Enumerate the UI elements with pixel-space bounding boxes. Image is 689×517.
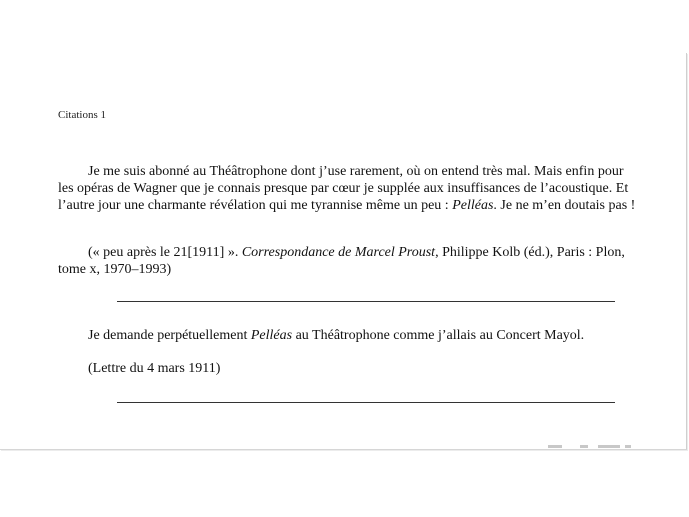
source-1-work: Correspondance de Marcel Proust <box>241 245 436 260</box>
source-1-prefix: (« peu après le 21[1911] ». <box>88 245 242 260</box>
quote-1-text: Je me suis abonné au Théâtrophone dont j’use rarement, où on entend très mal. Mais enfin pour les opéras de Wagner que je connais presque par cœur je supplée aux insuffisances de l’acoustique. Et l’autre jour une charmante révélation qui me tyrannise même un peu : <box>58 164 629 213</box>
quote-1-tail: . Je ne m’en doutais pas ! <box>493 198 636 213</box>
quote-paragraph-1 <box>58 163 638 214</box>
source-paragraph-1 <box>58 244 638 278</box>
source-1-rest: , Philippe Kolb (éd.), Paris : Plon, tome x, 1970–1993) <box>58 245 625 277</box>
scan-artifact-1 <box>548 445 562 448</box>
source-paragraph-2 <box>88 360 648 377</box>
separator-rule-2 <box>117 402 615 403</box>
quote-2-prefix: Je demande perpétuellement <box>88 328 251 343</box>
document-page <box>0 53 687 450</box>
quote-2-title: Pelléas <box>250 328 293 343</box>
page-header: Citations 1 <box>58 109 106 121</box>
quote-2-rest: au Théâtrophone comme j’allais au Concert Mayol. <box>292 328 585 343</box>
quote-paragraph-2 <box>88 327 648 344</box>
scan-artifact-2 <box>580 445 588 448</box>
scan-artifact-4 <box>625 445 631 448</box>
quote-1-title: Pelléas <box>452 198 494 213</box>
source-2-text: (Lettre du 4 mars 1911) <box>88 361 221 376</box>
scan-artifact-3 <box>598 445 620 448</box>
separator-rule-1 <box>117 301 615 302</box>
